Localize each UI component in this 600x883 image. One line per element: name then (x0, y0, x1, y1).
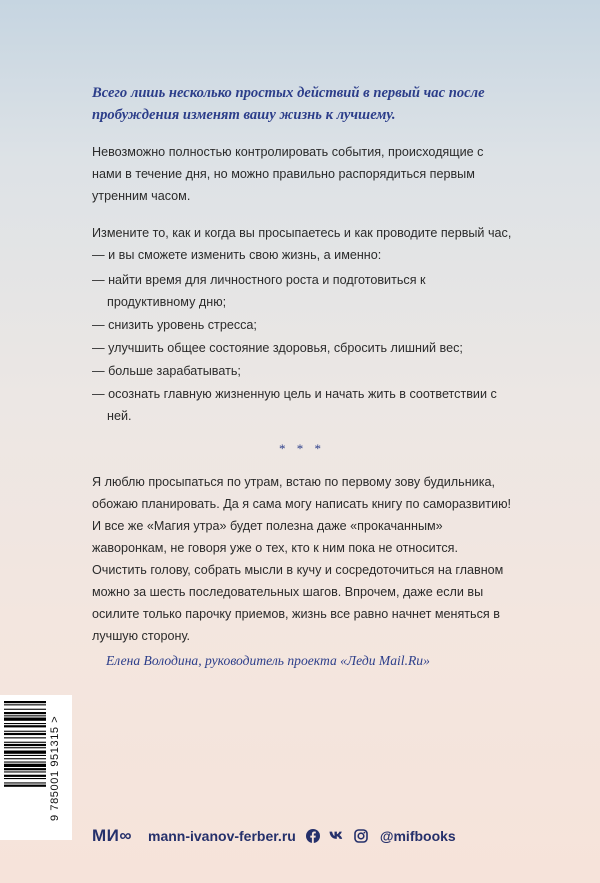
publisher-site-link[interactable]: mann-ivanov-ferber.ru (148, 828, 296, 844)
benefits-list (92, 269, 512, 427)
lead-text: Всего лишь несколько простых действий в первый час после пробуждения изменят вашу жизнь к лучшему. (92, 85, 485, 123)
barcode-digits: 9 785001 951315 > (49, 715, 61, 821)
paragraph-1: Невозможно полностью контролировать события, происходящие с нами в течение дня, но можно правильно распорядиться первым утренним часом. (92, 145, 484, 203)
quote-text: Я люблю просыпаться по утрам, встаю по первому зову будильника, обожаю планировать. Да я сама могу написать книгу по саморазвитию! И все же «Магия утра» будет полезна даже «прокачанным» жаворонкам, не говоря уже о тех, кто к ним пока не относится. Очистить голову, собрать мысли в кучу и сосредоточиться на главном можно за шесть последовательных шагов. Впрочем, даже если вы осилите только парочку приемов, жизнь все равно начнет меняться в лучшую сторону. (92, 475, 512, 643)
list-item: — найти время для личностного роста и подготовиться к продуктивному дню; (92, 273, 426, 309)
facebook-icon[interactable] (306, 829, 320, 843)
list-item: — осознать главную жизненную цель и начать жить в соответствии с ней. (92, 387, 497, 423)
paragraph-2: Измените то, как и когда вы просыпаетесь и как проводите первый час, — и вы сможете изменить свою жизнь, а именно: (92, 226, 512, 262)
barcode-bars (2, 695, 48, 840)
publisher-footer (92, 826, 456, 846)
barcode (0, 695, 72, 840)
section-divider: * * * (279, 441, 325, 456)
list-item: — улучшить общее состояние здоровья, сбросить лишний вес; (92, 341, 463, 355)
quote-signature: Елена Володина, руководитель проекта «Леди Mail.Ru» (106, 653, 430, 668)
back-cover-text (92, 82, 512, 669)
list-item: — больше зарабатывать; (92, 364, 241, 378)
list-item: — снизить уровень стресса; (92, 318, 257, 332)
publisher-logo: МИ∞ (92, 826, 132, 845)
instagram-icon[interactable] (354, 829, 368, 843)
vk-icon[interactable] (329, 831, 345, 841)
publisher-handle[interactable]: @mifbooks (379, 828, 456, 844)
